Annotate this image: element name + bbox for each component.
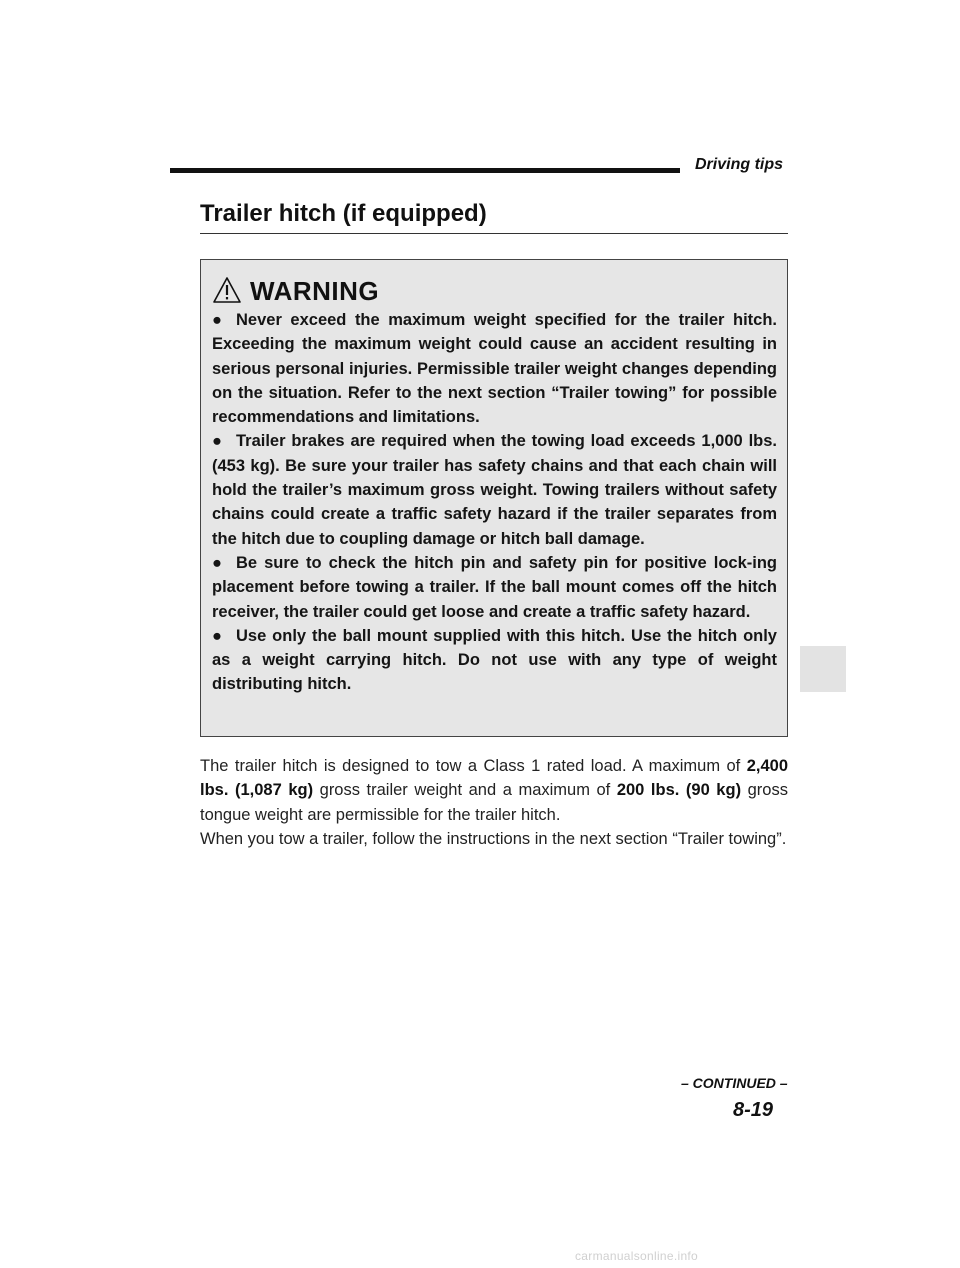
body-text-span: gross tongue weight are permissible for the trailer hitch. [200, 781, 788, 824]
warning-item [212, 624, 777, 697]
warning-item-text: Trailer brakes are required when the towing load exceeds 1,000 lbs. (453 kg). Be sure your trailer has safety chains and that each chain will hold the trailer’s maximum gross weight. Towing trailers without safety chains could create a traffic safety hazard if the trailer separates from the hitch due to coupling damage or hitch ball damage. [212, 432, 777, 548]
warning-item [212, 551, 777, 624]
bullet-dot-icon: ● [212, 626, 222, 645]
body-text-span: gross trailer weight and a maximum of [313, 781, 617, 800]
warning-header [212, 270, 777, 304]
body-paragraph: When you tow a trailer, follow the instructions in the next section “Trailer towing”. [200, 829, 787, 848]
trailer-weight-value: 2,400 lbs. (1,087 kg) [200, 757, 788, 800]
warning-heading: WARNING [250, 276, 380, 306]
section-edge-tab [800, 646, 846, 692]
page-title: Trailer hitch (if equipped) [200, 200, 487, 227]
bullet-dot-icon: ● [212, 553, 222, 572]
warning-item-text: Use only the ball mount supplied with this hitch. Use the hitch only as a weight carrying hitch. Do not use with any type of weight distributing hitch. [212, 626, 777, 694]
body-paragraph [200, 754, 788, 827]
warning-item-text: Be sure to check the hitch pin and safety pin for positive lock-ing placement before towing a trailer. If the ball mount comes off the hitch receiver, the trailer could get loose and create a traffic safety hazard. [212, 553, 777, 621]
body-text [200, 754, 788, 851]
warning-item [212, 308, 777, 429]
section-label: Driving tips [695, 156, 784, 173]
warning-box [200, 259, 788, 737]
warning-item [212, 429, 777, 550]
header-rule [170, 168, 680, 173]
page-number: 8-19 [733, 1099, 774, 1121]
warning-item-text: Never exceed the maximum weight specified for the trailer hitch. Exceeding the maximum weight could cause an accident resulting in serious personal injuries. Permissible trailer weight changes depending on the situation. Refer to the next section “Trailer towing” for possible recommendations and limitations. [212, 311, 777, 427]
bullet-dot-icon: ● [212, 432, 222, 451]
tongue-weight-value: 200 lbs. (90 kg) [616, 781, 742, 800]
body-text-span: The trailer hitch is designed to tow a Class 1 rated load. A maximum of [200, 757, 747, 775]
warning-triangle-icon [212, 276, 242, 304]
watermark: carmanualsonline.info [575, 1249, 699, 1263]
title-rule [200, 233, 788, 234]
continued-label: – CONTINUED – [681, 1075, 788, 1091]
bullet-dot-icon: ● [212, 311, 222, 329]
